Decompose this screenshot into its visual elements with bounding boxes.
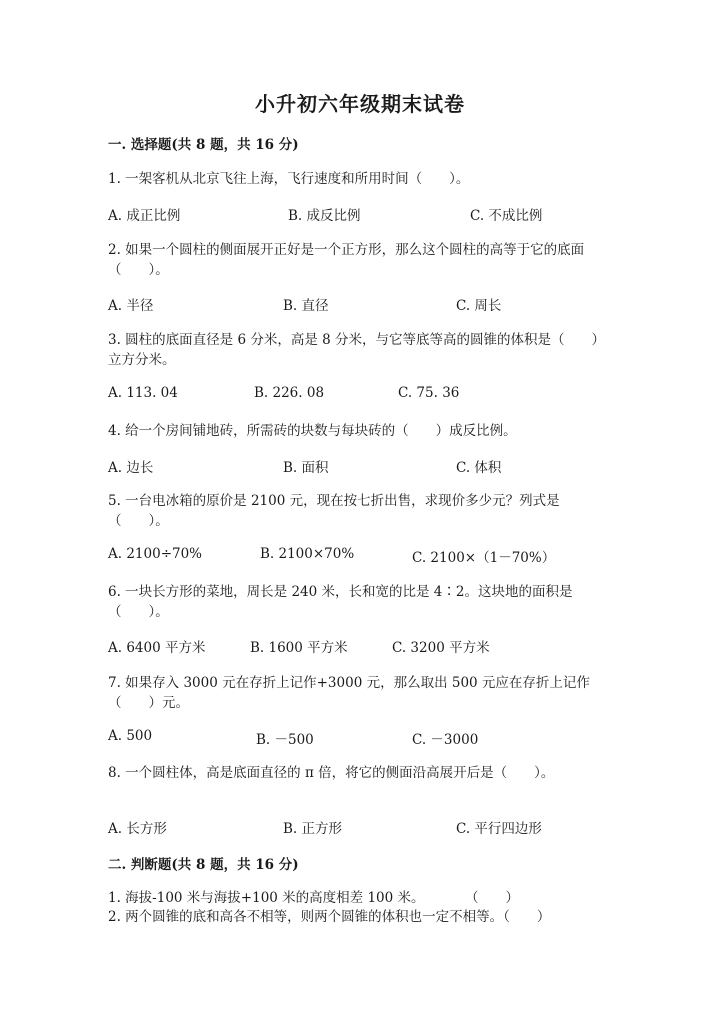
section-heading-choice: 一. 选择题(共 8 题，共 16 分) xyxy=(108,137,299,153)
q3-option-a: A. 113. 04 xyxy=(108,385,178,401)
q2-option-b: B. 直径 xyxy=(283,298,329,314)
q1-option-a: A. 成正比例 xyxy=(108,208,181,224)
q8-option-b: B. 正方形 xyxy=(283,821,343,837)
q2-option-c: C. 周长 xyxy=(456,298,502,314)
question-2: 2. 如果一个圆柱的侧面展开正好是一个正方形，那么这个圆柱的高等于它的底面（ ）。 xyxy=(108,242,585,278)
q8-option-c: C. 平行四边形 xyxy=(456,821,542,837)
q4-option-a: A. 边长 xyxy=(108,460,154,476)
question-8: 8. 一个圆柱体，高是底面直径的 π 倍，将它的侧面沿高展开后是（ ）。 xyxy=(108,765,555,781)
q4-option-c: C. 体积 xyxy=(456,460,502,476)
q2-option-a: A. 半径 xyxy=(108,298,154,314)
q6-option-c: C. 3200 平方米 xyxy=(392,640,490,656)
q7-option-a: A. 500 xyxy=(108,728,153,744)
question-3: 3. 圆柱的底面直径是 6 分米，高是 8 分米，与它等底等高的圆锥的体积是（ ）立方分米。 xyxy=(108,332,606,368)
q6-option-a: A. 6400 平方米 xyxy=(108,640,206,656)
judgement-item: 1. 海拔-100 米与海拔+100 米的高度相差 100 米。 （ ） xyxy=(108,890,520,906)
q7-option-c: C. －3000 xyxy=(412,732,479,748)
q7-option-b: B. －500 xyxy=(256,732,314,748)
q5-option-b: B. 2100×70% xyxy=(260,546,355,562)
question-4: 4. 给一个房间铺地砖，所需砖的块数与每块砖的（ ）成反比例。 xyxy=(108,423,517,439)
q5-option-c: C. 2100×（1－70%） xyxy=(412,550,556,566)
q8-option-a: A. 长方形 xyxy=(108,821,167,837)
question-1: 1. 一架客机从北京飞往上海，飞行速度和所用时间（ ）。 xyxy=(108,171,470,187)
q3-option-b: B. 226. 08 xyxy=(254,385,325,401)
question-6: 6. 一块长方形的菜地，周长是 240 米，长和宽的比是 4∶2。这块地的面积是（ ）。 xyxy=(108,584,573,620)
q1-option-b: B. 成反比例 xyxy=(288,208,361,224)
question-5: 5. 一台电冰箱的原价是 2100 元，现在按七折出售，求现价多少元？列式是（ ）。 xyxy=(108,493,560,529)
q6-option-b: B. 1600 平方米 xyxy=(250,640,348,656)
judgement-item: 2. 两个圆锥的底和高各不相等，则两个圆锥的体积也一定不相等。（ ） xyxy=(108,909,551,925)
q1-option-c: C. 不成比例 xyxy=(470,208,543,224)
question-7: 7. 如果存入 3000 元在存折上记作+3000 元，那么取出 500 元应在存折上记作（ ）元。 xyxy=(108,675,590,711)
q3-option-c: C. 75. 36 xyxy=(398,385,460,401)
page-title: 小升初六年级期末试卷 xyxy=(255,92,465,116)
section-heading-judgement: 二. 判断题(共 8 题，共 16 分) xyxy=(108,857,299,873)
q4-option-b: B. 面积 xyxy=(283,460,329,476)
q5-option-a: A. 2100÷70% xyxy=(108,546,203,562)
